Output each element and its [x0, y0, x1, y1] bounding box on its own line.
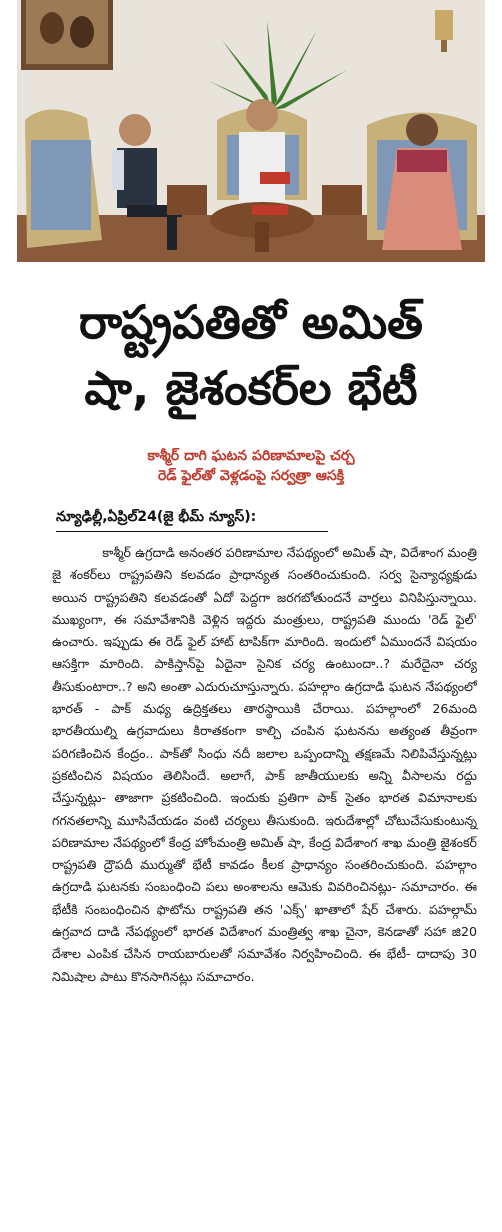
subheadline-line-1: కాశ్మీర్ దాగి ఘటన పరిణామాలపై చర్చ: [147, 448, 355, 464]
subheadline-line-2: రెడ్ ఫైల్‌తో వెళ్లడంపై సర్వత్రా ఆసక్తి: [157, 468, 345, 484]
article-body: కాశ్మీర్ ఉగ్రదాడి అనంతర పరిణామాల నేపథ్యంలో అమిత్ షా, విదేశాంగ మంత్రి జై శంకర్‌లు రాష్ట్రపతిని కలవడం ప్రాధాన్యత సంతరించుకుంది. సర్వ సైన్యాధ్యక్షుడు అయిన రాష్ట్రపతిని కలవడంతో ఏదో పెద్దగా జరగబోతుందనే వార్తలు వినిపిస్తున్నాయి. ముఖ్యంగా, ఈ సమావేశానికి వెళ్లిన ఇద్దరు మంత్రులు, రాష్ట్రపతి ముందు 'రెడ్ ఫైల్' ఉంచారు. ఇప్పుడు ఈ రెడ్ ఫైల్ హాట్ టాపిక్‌గా మారింది. ఇందులో ఏముందనే విషయం ఆసక్తిగా మారింది. పాకిస్తాన్‌పై ఏదైనా సైనిక చర్య ఉంటుందా..? మరేదైనా చర్య తీసుకుంటారా..? అని అంతా ఎదురుచూస్తున్నారు. పహల్గాం ఉగ్రదాడి ఘటన నేపథ్యంలో భారత్ - పాక్ మధ్య ఉద్రిక్తతలు తారస్థాయికి చేరాయి. పహల్గాంలో 26మంది భారతీయుల్ని ఉగ్రవాదులు కిరాతకంగా కాల్చి చంపిన ఘటనను అత్యంత తీవ్రంగా పరిగణించిన కేంద్రం.. పాక్‌తో సింధు నదీ జలాల ఒప్పందాన్ని తక్షణమే నిలిపివేస్తున్నట్లు ప్రకటించిన విషయం తెలిసిందే. అలాగే, పాక్ జాతీయులకు అన్ని వీసాలను రద్దు చేస్తున్నట్లు- తాజాగా ప్రకటించింది. ఇందుకు ప్రతిగా పాక్ సైతం భారత విమానాలకు గగనతలాన్ని మూసివేయడం వంటి చర్యలు తీసుకుంది. ఇరుదేశాల్లో చోటుచేసుకుంటున్న పరిణామాల నేపథ్యంలో కేంద్ర హోంమంత్రి అమిత్ షా, కేంద్ర విదేశాంగ శాఖ మంత్రి జైశంకర్ రాష్ట్రపతి ద్రౌపదీ ముర్ముతో భేటీ కావడం కీలక ప్రాధాన్యం సంతరించుకుంది. పహల్గాం ఉగ్రదాడి ఘటనకు సంబంధించి పలు అంశాలను ఆమెకు వివరించినట్లు- సమాచారం. ఈ భేటీకి సంబంధించిన ఫొటోను రాష్ట్రపతి తన 'ఎక్స్' ఖాతాలో షేర్ చేశారు. పహల్గామ్ ఉగ్రవాద దాడి నేపథ్యంలో భారత విదేశాంగ మంత్రిత్వ శాఖ చైనా, కెనడాతో సహా జి20 దేశాల ఎంపిక చేసిన రాయబారులతో సమావేశం నిర్వహించింది. ఈ భేటీ- దాదాపు 30 నిమిషాల పాటు కొనసాగినట్లు సమాచారం.: [52, 545, 477, 984]
dateline-underline: [56, 531, 328, 532]
photo-meeting-icon: [17, 0, 485, 262]
headline-line-2: షా, జైశంకర్‌ల భేటీ: [84, 361, 418, 415]
headline-line-1: రాష్ట్రపతితో అమిత్: [79, 295, 423, 349]
dateline: న్యూఢిల్లీ,ఏప్రిల్24(జై భీమ్ న్యూస్):: [56, 509, 257, 525]
news-photo: [17, 0, 485, 262]
